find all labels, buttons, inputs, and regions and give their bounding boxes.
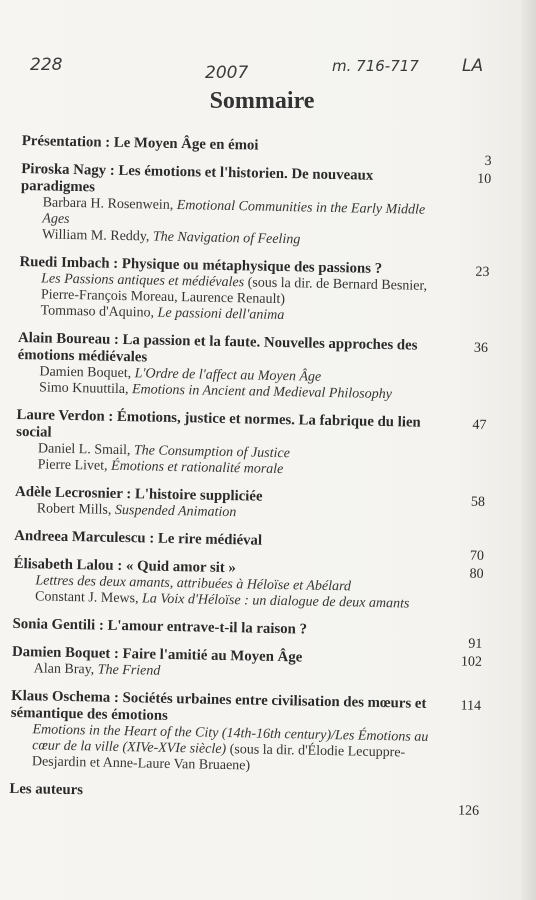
page-title: Sommaire xyxy=(209,88,315,114)
reviewed-book-author: Simo Knuuttila, xyxy=(38,380,133,398)
toc-page-number: 102 xyxy=(460,654,483,670)
toc-entry xyxy=(15,484,496,526)
toc-entry xyxy=(9,780,489,819)
handwritten-year: 2007 xyxy=(205,63,249,83)
reviewed-book-title: The Navigation of Feeling xyxy=(152,229,301,248)
reviewed-book-title: Suspended Animation xyxy=(114,502,237,521)
toc-entry-heading: Adèle Lecrosnier : L'histoire suppliciée xyxy=(14,483,263,505)
reviewed-book-author: William M. Reddy, xyxy=(41,227,154,245)
toc-entry-heading: Sonia Gentili : L'amour entrave-t-il la raison ? xyxy=(12,615,308,638)
table-of-contents xyxy=(9,133,502,818)
toc-entry-heading: Damien Boquet : Faire l'amitié au Moyen Âge xyxy=(11,643,303,666)
toc-entry-heading: Laure Verdon : Émotions, justice et normes. La fabrique du lien social xyxy=(16,406,421,441)
toc-entry xyxy=(18,254,499,328)
handwritten-initials: LA xyxy=(462,56,484,76)
reviewed-book-title: L'Ordre de l'affect au Moyen Âge xyxy=(134,366,322,385)
toc-entry-heading: Ruedi Imbach : Physique ou métaphysique des passions ? xyxy=(19,253,383,277)
toc-page-number: 70 xyxy=(469,548,485,564)
reviewed-book-author: Robert Mills, xyxy=(36,501,116,518)
toc-page-number: 23 xyxy=(475,264,490,280)
reviewed-book-editors: (sous la dir. de Bernard Besnier, Pierre-François Moreau, Laurence Renault) xyxy=(40,275,428,308)
toc-page-number: 3 xyxy=(484,153,492,170)
reviewed-book-title: Emotions in Ancient and Medieval Philosophy xyxy=(131,382,393,403)
reviewed-book-title: Émotions et rationalité morale xyxy=(110,458,284,478)
reviewed-book-author: Daniel L. Smail, xyxy=(37,441,135,459)
toc-entry-heading: Présentation : Le Moyen Âge en émoi xyxy=(21,133,259,154)
reviewed-book-title: Les Passions antiques et médiévales xyxy=(41,271,245,291)
toc-page-number: 10 xyxy=(477,171,492,188)
reviewed-book-title: Le passioni dell'anima xyxy=(157,305,285,324)
reviewed-book xyxy=(10,722,433,778)
toc-entry-heading: Les auteurs xyxy=(9,780,84,799)
reviewed-book-title: Emotions in the Heart of the City (14th-16th century)/Les Émotions au cœur de la ville (XIVe-XVIe siècle) xyxy=(32,722,429,758)
toc-entry-heading: Klaus Oschema : Sociétés urbaines entre civilisation des mœurs et sémantique des émotions xyxy=(10,687,427,724)
toc-page-number: 36 xyxy=(473,340,489,356)
reviewed-book-title: Emotional Communities in the Early Middle Ages xyxy=(42,197,426,227)
reviewed-book-title: The Friend xyxy=(97,662,161,679)
handwritten-call-number: m. 716-717 xyxy=(332,57,419,75)
reviewed-book-title: Lettres des deux amants, attribuées à Héloïse et Abélard xyxy=(35,573,352,595)
toc-entry xyxy=(10,688,491,779)
reviewed-book-author: Damien Boquet, xyxy=(39,364,135,382)
toc-page-number: 91 xyxy=(468,636,483,652)
toc-entry xyxy=(17,330,498,405)
toc-entry xyxy=(12,615,492,652)
toc-page-number: 126 xyxy=(457,803,480,819)
reviewed-book-author: Pierre Livet, xyxy=(37,457,112,474)
reviewed-book-title: La Voix d'Héloïse : un dialogue de deux amants xyxy=(141,591,410,612)
toc-entry-heading: Élisabeth Lalou : « Quid amor sit » xyxy=(13,555,236,577)
reviewed-book-author: Barbara H. Rosenwein, xyxy=(42,195,177,213)
reviewed-book-author: Tommaso d'Aquino, xyxy=(40,303,158,321)
toc-entry xyxy=(15,407,496,482)
toc-entry xyxy=(14,527,494,564)
handwritten-page-ref: 228 xyxy=(30,55,63,75)
toc-page-number: 80 xyxy=(469,566,484,582)
toc-entry xyxy=(12,644,493,686)
toc-entry-heading: Andreea Marculescu : Le rire médiéval xyxy=(14,527,263,549)
reviewed-book-title: The Consumption of Justice xyxy=(133,443,291,462)
reviewed-book-editors: (sous la dir. d'Élodie Lecuppre-Desjardin et Anne-Laure Van Bruaene) xyxy=(31,742,406,774)
toc-entry xyxy=(13,556,494,614)
toc-page-number: 47 xyxy=(472,417,487,433)
toc-entry xyxy=(20,161,501,252)
toc-page-number: 114 xyxy=(460,698,482,714)
toc-page-number: 58 xyxy=(470,494,486,510)
toc-entry-heading: Piroska Nagy : Les émotions et l'historien. De nouveaux paradigmes xyxy=(20,160,374,196)
page-spine-shadow xyxy=(522,0,536,900)
reviewed-book-author: Alan Bray, xyxy=(33,661,98,678)
reviewed-book-author: Constant J. Mews, xyxy=(34,589,143,607)
toc-entry xyxy=(21,133,502,170)
toc-entry-heading: Alain Boureau : La passion et la faute. Nouvelles approches des émotions médiévales xyxy=(17,329,418,366)
